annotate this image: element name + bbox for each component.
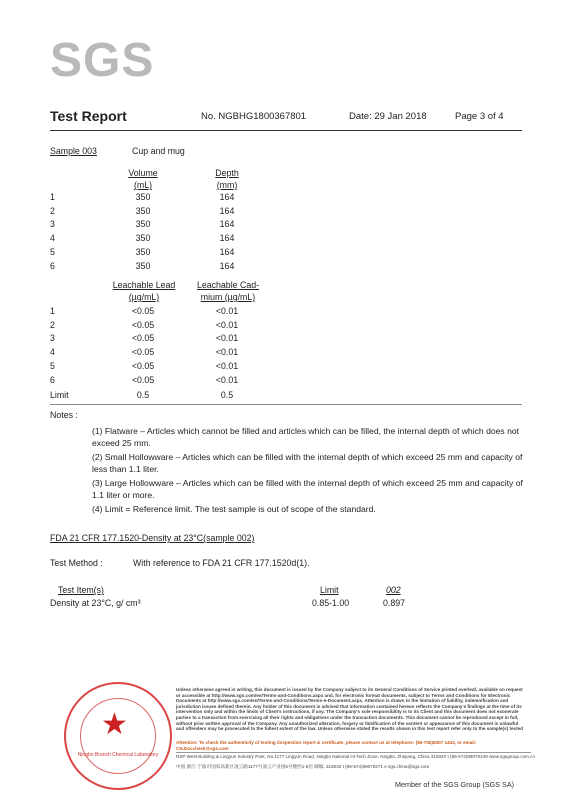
- table-cell: <0.05: [131, 306, 155, 316]
- table-cell: <0.01: [215, 374, 239, 385]
- table-cell: <0.01: [215, 306, 239, 316]
- report-title: Test Report: [50, 108, 127, 124]
- member-line: Member of the SGS Group (SGS SA): [395, 780, 515, 789]
- table-cell: <0.05: [131, 333, 155, 344]
- star-icon: ★: [101, 708, 128, 741]
- sample-header: 002: [386, 585, 401, 595]
- row-number: 2: [50, 205, 55, 216]
- table-cell: 164: [219, 260, 235, 271]
- density-value: 0.897: [383, 598, 406, 608]
- notes-title: Notes :: [50, 410, 78, 420]
- test-method-label: Test Method :: [50, 558, 103, 568]
- density-item: Density at 23°C, g/ cm³: [50, 598, 141, 608]
- table-cell: <0.05: [131, 347, 155, 358]
- footer-address-cn: 中国·浙江·宁波市国家高新区凌云路1177号凌云产业园6号楼西1-5层 邮编: 315040 t (86-574)89070271 e sgs.china@sgs.com: [176, 764, 430, 769]
- table-cell: 164: [219, 246, 235, 257]
- lead-header-1: Leachable Lead: [112, 280, 176, 290]
- row-number: 4: [50, 347, 55, 358]
- density-limit: 0.85-1.00: [312, 598, 350, 608]
- test-method-value: With reference to FDA 21 CFR 177.1520d(1).: [133, 558, 310, 568]
- table-cell: 350: [135, 219, 151, 230]
- table-cell: 164: [219, 233, 235, 244]
- table-cell: <0.05: [131, 319, 155, 330]
- note-3: (3) Large Hollowware – Articles which can be filled with the internal depth of which exceed 25 mm and capacity of 1.1 liter or more.: [92, 478, 523, 500]
- note-1: (1) Flatware – Articles which cannot be filled and articles which can be filled, the internal depth of which does not exceed 25 mm.: [92, 426, 520, 448]
- stamp-text: Ningbo Branch Chemical Laboratory: [77, 752, 159, 758]
- note-2: (2) Small Hollowware – Articles which can be filled with the internal depth of which exceed 25 mm and capacity of less than 1.1 liter.: [92, 452, 523, 474]
- row-number: 2: [50, 319, 55, 330]
- row-number: 5: [50, 360, 55, 371]
- note-4: (4) Limit = Reference limit. The test sample is out of scope of the standard.: [92, 504, 376, 514]
- depth-header-2: (mm): [216, 180, 238, 190]
- notes-divider: [50, 404, 522, 405]
- report-date: Date: 29 Jan 2018: [349, 111, 427, 122]
- table-cell: 164: [219, 205, 235, 216]
- header-divider: [50, 130, 522, 131]
- table-cell: <0.01: [215, 319, 239, 330]
- row-number: 4: [50, 233, 55, 244]
- depth-header-1: Depth: [215, 168, 239, 178]
- table-cell: <0.01: [215, 333, 239, 344]
- leachable-table: [0, 280, 565, 404]
- limit-header: Limit: [320, 585, 339, 595]
- official-stamp: [64, 682, 172, 790]
- volume-depth-table: [0, 168, 565, 278]
- row-number: 1: [50, 306, 55, 316]
- test-item-header: Test Item(s): [58, 585, 104, 595]
- table-cell: <0.05: [131, 360, 155, 371]
- sgs-logo: [50, 34, 155, 88]
- table-cell: 350: [135, 205, 151, 216]
- table-cell: <0.01: [215, 360, 239, 371]
- sample-label: Sample 003: [50, 146, 97, 156]
- row-number: 1: [50, 192, 55, 202]
- lead-header-2: (µg/mL): [128, 292, 160, 302]
- footer-address-en: NSP West Building & Lingyun Industry Park, No.1177 Lingyun Road, Ningbo National Hi-Tech Zone, Ningbo, Zhejiang, China 315040 t (86-574)89070249 www.sgsgroup.com.cn: [176, 754, 536, 759]
- sample-name: Cup and mug: [132, 146, 185, 156]
- row-number: 6: [50, 260, 55, 271]
- limit-cadmium: 0.5: [220, 390, 234, 400]
- volume-header-1: Volume: [128, 168, 158, 178]
- logo-text: SGS: [50, 34, 155, 87]
- table-cell: <0.01: [215, 347, 239, 358]
- footer-disclaimer: Unless otherwise agreed in writing, this document is issued by the Company subject to its General Conditions of Service printed overleaf, available on request or accessible at http://www.sgs.com/en/Terms-and-Conditions.aspx and, for electronic format documents, subject to Terms and Conditions for Electronic Documents at http://www.sgs.com/en/Terms-and-Conditions/Terms-e-Document.aspx. Attention is drawn to the limitation of liability, indemnification and jurisdiction issues defined therein. Any holder of this document is advised that information contained hereon reflects the Company's findings at the time of its intervention only and within the limits of Client's instructions, if any. The Company's sole responsibility is to its Client and this document does not exonerate parties to a transaction from exercising all their rights and obligations under the transaction documents. This document cannot be reproduced except in full, without prior written approval of the Company. Any unauthorized alteration, forgery or falsification of the content or appearance of this document is unlawful and offenders may be prosecuted to the fullest extent of the law. Unless otherwise stated the results shown in this test report refer only to the sample(s) tested: [176, 687, 523, 732]
- row-number: 6: [50, 374, 55, 385]
- table-cell: 350: [135, 246, 151, 257]
- table-cell: 164: [219, 219, 235, 230]
- table-cell: <0.05: [131, 374, 155, 385]
- page-indicator: Page 3 of 4: [455, 111, 504, 122]
- footer-attention: Attention: To check the authenticity of testing /inspection report & certificate, please contact us at telephone: (86-755)8307 1443, or email: CN.Doccheck@sgs.com: [176, 740, 477, 751]
- limit-lead: 0.5: [136, 390, 150, 400]
- cadmium-header-1: Leachable Cad-: [196, 280, 260, 290]
- footer-divider: [176, 752, 531, 753]
- limit-label: Limit: [50, 390, 69, 400]
- cadmium-header-2: mium (µg/mL): [200, 292, 256, 302]
- table-cell: 164: [219, 192, 235, 202]
- row-number: 3: [50, 219, 55, 230]
- table-cell: 350: [135, 233, 151, 244]
- report-number: No. NGBHG1800367801: [201, 111, 307, 122]
- row-number: 3: [50, 333, 55, 344]
- table-cell: 350: [135, 192, 151, 202]
- volume-header-2: (mL): [133, 180, 153, 190]
- table-cell: 350: [135, 260, 151, 271]
- fda-title: FDA 21 CFR 177.1520-Density at 23°C(sample 002): [50, 533, 255, 543]
- row-number: 5: [50, 246, 55, 257]
